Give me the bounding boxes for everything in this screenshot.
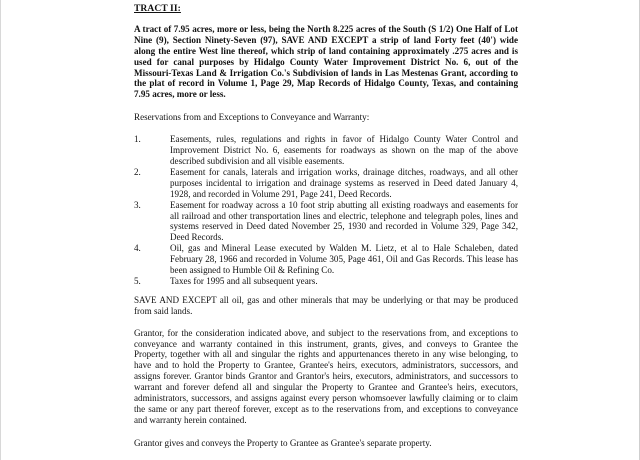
reservations-intro: Reservations from and Exceptions to Conveyance and Warranty: bbox=[134, 112, 370, 123]
reservation-number: 5. bbox=[134, 275, 141, 286]
reservation-item bbox=[134, 167, 518, 200]
tract-heading: TRACT II: bbox=[134, 4, 181, 14]
save-and-except-paragraph: SAVE AND EXCEPT all oil, gas and other minerals that may be underlying or that may be produced from said lands. bbox=[134, 294, 518, 316]
reservation-number: 1. bbox=[134, 134, 141, 145]
reservation-item bbox=[134, 200, 518, 244]
reservation-number: 2. bbox=[134, 166, 141, 177]
deed-document bbox=[134, 4, 518, 449]
reservation-text: Easement for canals, laterals and irrigation works, drainage ditches, roadways, and all other purposes incidental to irrigation and drainage systems as reserved in Deed dated January 4, 1928, and recorded in Volume 291, Page 241, Deed Records. bbox=[170, 166, 518, 199]
reservation-item bbox=[134, 243, 518, 276]
reservation-text: Taxes for 1995 and all subsequent years. bbox=[170, 275, 318, 286]
reservation-text: Easement for roadway across a 10 foot strip abutting all existing roadways and easements for all railroad and other transportation lines and electric, telephone and telegraph poles, lines and systems reserved in Deed dated November 25, 1930 and recorded in Volume 329, Page 342, Deed Records. bbox=[170, 199, 518, 243]
grantor-paragraph: Grantor, for the consideration indicated above, and subject to the reservations from, and exceptions to conveyance and warranty contained in this instrument, grants, gives, and conveys to Grantee the Property, together with all and singular the rights and appurtenances thereto in any wise belonging, to have and to hold the Property to Grantee, Grantee's heirs, executors, administrators, successors, and assigns forever. Grantor binds Grantor and Grantor's heirs, executors, administrators, and successors to warrant and forever defend all and singular the Property to Grantee and Grantee's heirs, executors, administrators, successors, and assigns against every person whomsoever lawfully claiming or to claim the same or any part thereof forever, except as to the reservations from, and exceptions to conveyance and warranty herein contained. bbox=[134, 327, 518, 425]
reservation-item bbox=[134, 276, 518, 287]
reservation-number: 3. bbox=[134, 199, 141, 210]
reservation-text: Easements, rules, regulations and rights in favor of Hidalgo County Water Control and Improvement District No. 6, easements for roadways as shown on the map of the above described subdivision and all visible easements. bbox=[170, 134, 518, 166]
tract-description: A tract of 7.95 acres, more or less, being the North 8.225 acres of the South (S 1/2) One Half of Lot Nine (9), Section Ninety-Seven (97), SAVE AND EXCEPT a strip of land Forty feet (40') wide along the entire West line thereof, which strip of land containing approximately .275 acres and is used for canal purposes by Hidalgo County Water Improvement District No. 6, out of the Missouri-Texas Land & Irrigation Co.'s Subdivision of lands in Las Mestenas Grant, according to the plat of record in Volume 1, Page 29, Map Records of Hidalgo County, Texas, and containing 7.95 acres, more or less. bbox=[134, 23, 518, 100]
reservations-list bbox=[134, 134, 518, 287]
final-line: Grantor gives and conveys the Property to Grantee as Grantee's separate property. bbox=[134, 437, 432, 448]
reservation-text: Oil, gas and Mineral Lease executed by Walden M. Lietz, et al to Hale Schaleben, dated February 28, 1966 and recorded in Volume 305, Page 461, Oil and Gas Records. This lease has been assigned to Humble Oil & Refining Co. bbox=[170, 243, 518, 276]
reservation-number: 4. bbox=[134, 243, 141, 254]
reservation-item bbox=[134, 134, 518, 167]
